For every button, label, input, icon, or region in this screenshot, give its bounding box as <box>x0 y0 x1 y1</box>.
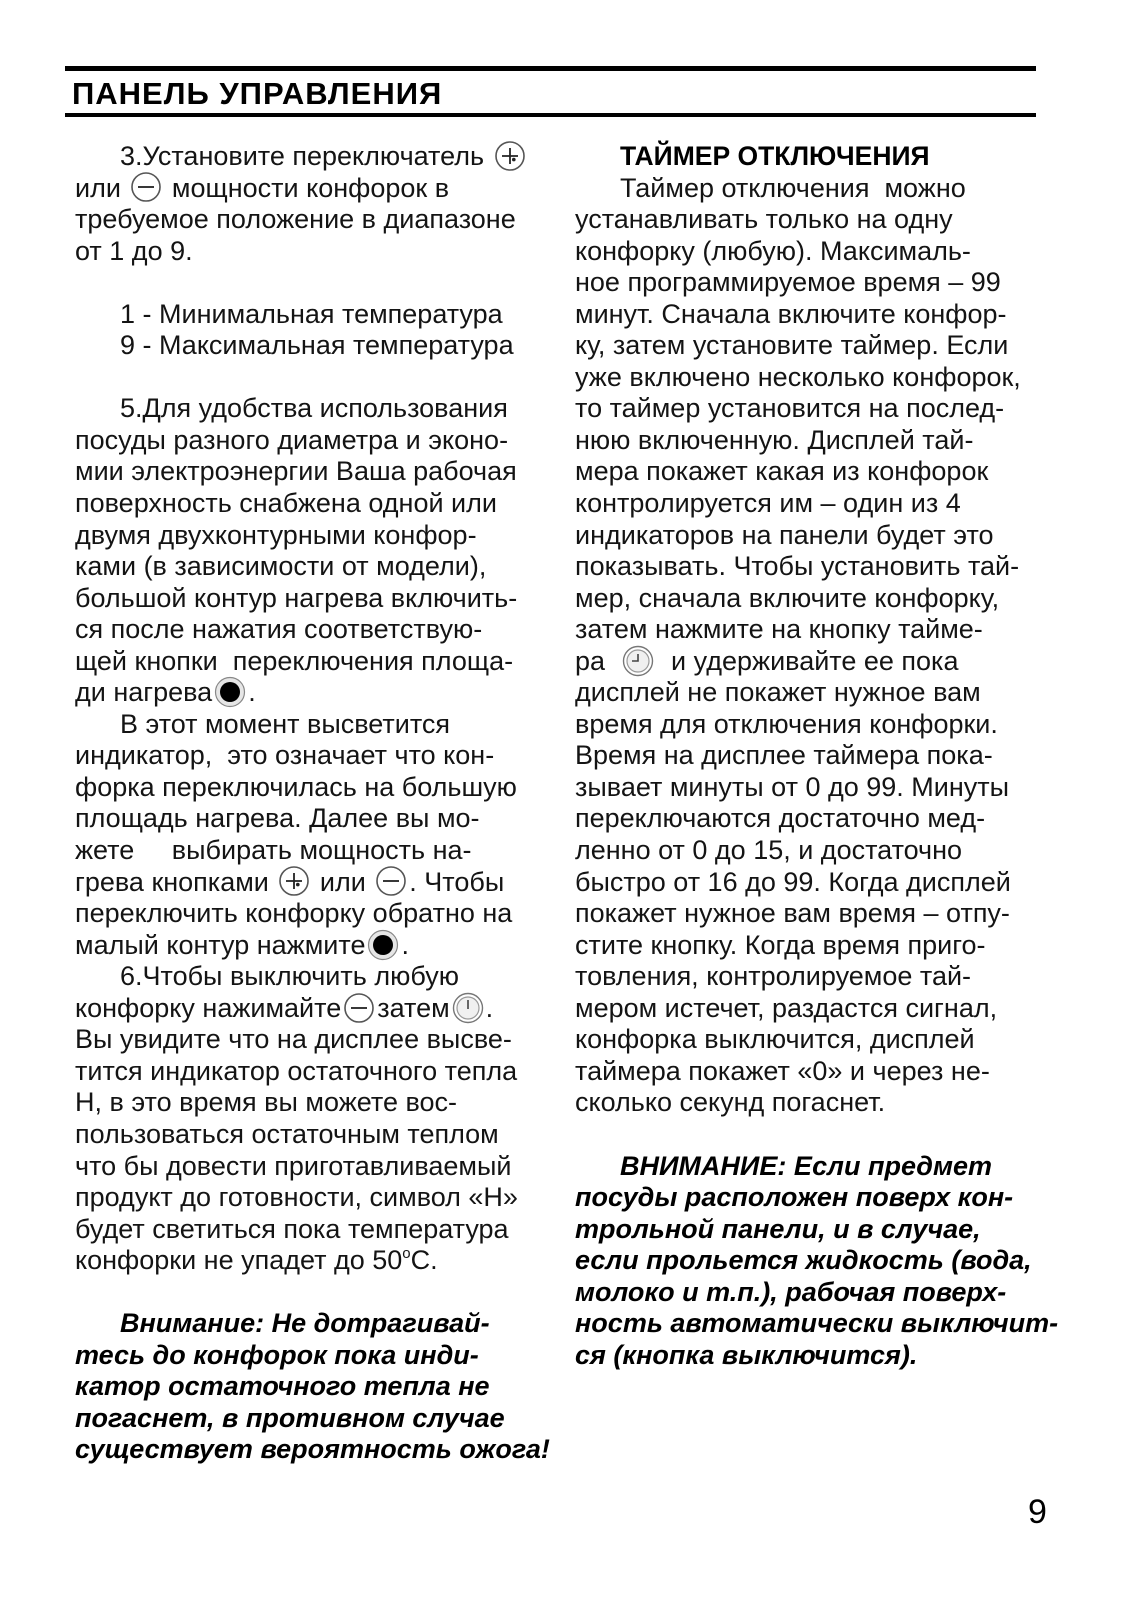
text-line: Н, в это время вы можете вос- <box>75 1087 458 1118</box>
text-line: мии электроэнергии Ваша рабочая <box>75 456 517 487</box>
text-line: затем нажмите на кнопку тайме- <box>575 614 983 645</box>
text-segment: ди нагрева <box>75 677 213 708</box>
text-line: Вы увидите что на дисплее высве- <box>75 1024 512 1055</box>
text-line: что бы довести приготавливаемый <box>75 1150 512 1181</box>
text-line: ся после нажатия соответствую- <box>75 614 483 645</box>
text-line: конфорку (любую). Максималь- <box>575 235 971 266</box>
minus-button-icon <box>130 171 162 203</box>
text-segment: . <box>248 677 256 708</box>
text-line <box>75 141 545 173</box>
list-item <box>75 330 545 362</box>
text-line: тится индикатор остаточного тепла <box>75 1055 518 1086</box>
text-line: 1 - Минимальная температура <box>120 298 503 329</box>
section-heading <box>575 141 1045 173</box>
text-segment: . Чтобы <box>409 866 505 897</box>
text-line: мер, сначала включите конфорку, <box>575 582 1000 613</box>
text-line: посуды разного диаметра и эконо- <box>75 424 509 455</box>
text-line: тесь до конфорок пока инди- <box>75 1339 479 1370</box>
text-line: стите кнопку. Когда время приго- <box>575 929 986 960</box>
left-column <box>75 141 550 1466</box>
text-segment: 3.Установите переключатель <box>120 141 492 171</box>
paragraph <box>75 961 545 1276</box>
text-line: дисплей не покажет нужное вам <box>575 677 981 708</box>
text-line: если прольется жидкость (вода, <box>575 1245 1032 1276</box>
text-segment: конфорку нажимайте <box>75 992 342 1023</box>
text-line: Внимание: Не дотрагивай- <box>120 1308 490 1339</box>
text-segment: . <box>485 992 494 1023</box>
text-line: переключаются достаточно мед- <box>575 803 986 834</box>
text-line <box>75 867 545 899</box>
paragraph <box>575 173 1045 1119</box>
text-line: товления, контролируемое тай- <box>575 961 972 992</box>
minus-button-icon <box>343 992 375 1024</box>
text-line: Таймер отключения можно <box>620 172 966 203</box>
text-line: трольной панели, и в случае, <box>575 1213 981 1244</box>
text-line: быстро от 16 до 99. Когда дисплей <box>575 866 1011 897</box>
page-number: 9 <box>1028 1493 1047 1531</box>
text-line: от 1 до 9. <box>75 235 193 266</box>
text-line: ся (кнопка выключится). <box>575 1339 918 1370</box>
text-line: ВНИМАНИЕ: Если предмет <box>620 1150 992 1181</box>
text-line: Время на дисплее таймера пока- <box>575 740 993 771</box>
text-line: 5.Для удобства использования <box>120 393 508 424</box>
text-line: площадь нагрева. Далее вы мо- <box>75 803 480 834</box>
text-line: индикатор, это означает что кон- <box>75 740 495 771</box>
text-line: конфорка выключится, дисплей <box>575 1024 975 1055</box>
text-segment: грева кнопками <box>75 866 277 897</box>
paragraph <box>75 709 545 961</box>
paragraph <box>75 393 545 708</box>
text-line: контролируется им – один из 4 <box>575 488 961 519</box>
header-rule-top <box>65 66 1036 71</box>
text-line: таймера покажет «0» и через не- <box>575 1055 990 1086</box>
text-segment: затем <box>377 992 450 1023</box>
text-line: будет светиться пока температура <box>75 1213 509 1244</box>
right-column <box>575 141 1059 1371</box>
text-line: переключить конфорку обратно на <box>75 898 513 929</box>
text-line: форка переключилась на большую <box>75 771 517 802</box>
text-line: ленно от 0 до 15, и достаточно <box>575 835 963 866</box>
text-segment: или <box>312 866 374 897</box>
text-line: большой контур нагрева включить- <box>75 582 518 613</box>
text-line: зывает минуты от 0 до 99. Минуты <box>575 771 1010 802</box>
text-section <box>75 141 545 267</box>
text-line <box>75 1245 545 1277</box>
text-line: ками (в зависимости от модели), <box>75 551 487 582</box>
text-line: жете выбирать мощность на- <box>75 835 472 866</box>
header-rule-bottom <box>65 113 1036 117</box>
text-line: ность автоматически выключит- <box>575 1308 1059 1339</box>
text-line: ку, затем установите таймер. Если <box>575 330 1009 361</box>
text-line: пользоваться остаточным теплом <box>75 1118 499 1149</box>
text-section <box>575 141 1045 1119</box>
text-line: минут. Сначала включите конфор- <box>575 298 1007 329</box>
text-line: 6.Чтобы выключить любую <box>120 961 459 992</box>
text-line: молоко и т.п.), рабочая поверх- <box>575 1276 1007 1307</box>
text-line: ное программируемое время – 99 <box>575 267 1001 298</box>
plus-button-icon <box>494 140 526 172</box>
text-line: погаснет, в противном случае <box>75 1402 505 1433</box>
text-section <box>75 393 545 1276</box>
power-button-icon <box>452 992 484 1024</box>
text-segment: или <box>75 172 129 203</box>
timer-button-icon <box>622 645 654 677</box>
text-line <box>75 173 545 205</box>
text-line: требуемое положение в диапазоне <box>75 204 516 235</box>
paragraph <box>75 141 545 267</box>
text-segment: С. <box>410 1245 438 1276</box>
text-line: существует вероятность ожога! <box>75 1434 550 1465</box>
text-line: двумя двухконтурными конфор- <box>75 519 477 550</box>
text-line: нюю включенную. Дисплей тай- <box>575 424 974 455</box>
text-line: показывать. Чтобы установить тай- <box>575 551 1020 582</box>
text-segment: мощности конфорок в <box>164 172 450 203</box>
text-line: время для отключения конфорки. <box>575 708 998 739</box>
text-section <box>75 1308 550 1466</box>
text-line <box>75 677 545 709</box>
text-line: катор остаточного тепла не <box>75 1371 490 1402</box>
dual-zone-button-icon <box>214 676 246 708</box>
text-line: покажет нужное вам время – отпу- <box>575 898 1010 929</box>
text-segment: . <box>401 929 409 960</box>
text-line: щей кнопки переключения площа- <box>75 645 514 676</box>
text-line: индикаторов на панели будет это <box>575 519 994 550</box>
text-line: продукт до готовности, символ «Н» <box>75 1182 518 1213</box>
text-line: В этот момент высветится <box>120 708 451 739</box>
text-line: 9 - Максимальная температура <box>120 330 514 361</box>
text-line: уже включено несколько конфорок, <box>575 361 1021 392</box>
text-line <box>575 646 1045 678</box>
text-line <box>75 930 545 962</box>
text-section <box>75 299 545 362</box>
warning-paragraph <box>575 1150 1059 1372</box>
text-line <box>75 993 545 1025</box>
text-line: поверхность снабжена одной или <box>75 488 497 519</box>
text-line: мера покажет какая из конфорок <box>575 456 989 487</box>
text-line: посуды расположен поверх кон- <box>575 1182 1014 1213</box>
text-line: сколько секунд погаснет. <box>575 1087 886 1118</box>
dual-zone-button-icon <box>367 929 399 961</box>
page-title: ПАНЕЛЬ УПРАВЛЕНИЯ <box>72 76 443 111</box>
text-segment: малый контур нажмите <box>75 929 366 960</box>
text-line: мером истечет, раздастся сигнал, <box>575 992 998 1023</box>
text-line: устанавливать только на одну <box>575 204 953 235</box>
text-section <box>575 1150 1059 1372</box>
text-segment: ра <box>575 645 621 676</box>
text-segment: и удерживайте ее пока <box>656 645 959 676</box>
list-item <box>75 299 545 331</box>
plus-button-icon <box>278 865 310 897</box>
warning-paragraph <box>75 1308 550 1466</box>
text-line: ТАЙМЕР ОТКЛЮЧЕНИЯ <box>620 141 930 171</box>
text-line: то таймер установится на послед- <box>575 393 1005 424</box>
degree-superscript: o <box>402 1245 411 1263</box>
minus-button-icon <box>375 865 407 897</box>
text-segment: конфорки не упадет до 50 <box>75 1245 403 1276</box>
